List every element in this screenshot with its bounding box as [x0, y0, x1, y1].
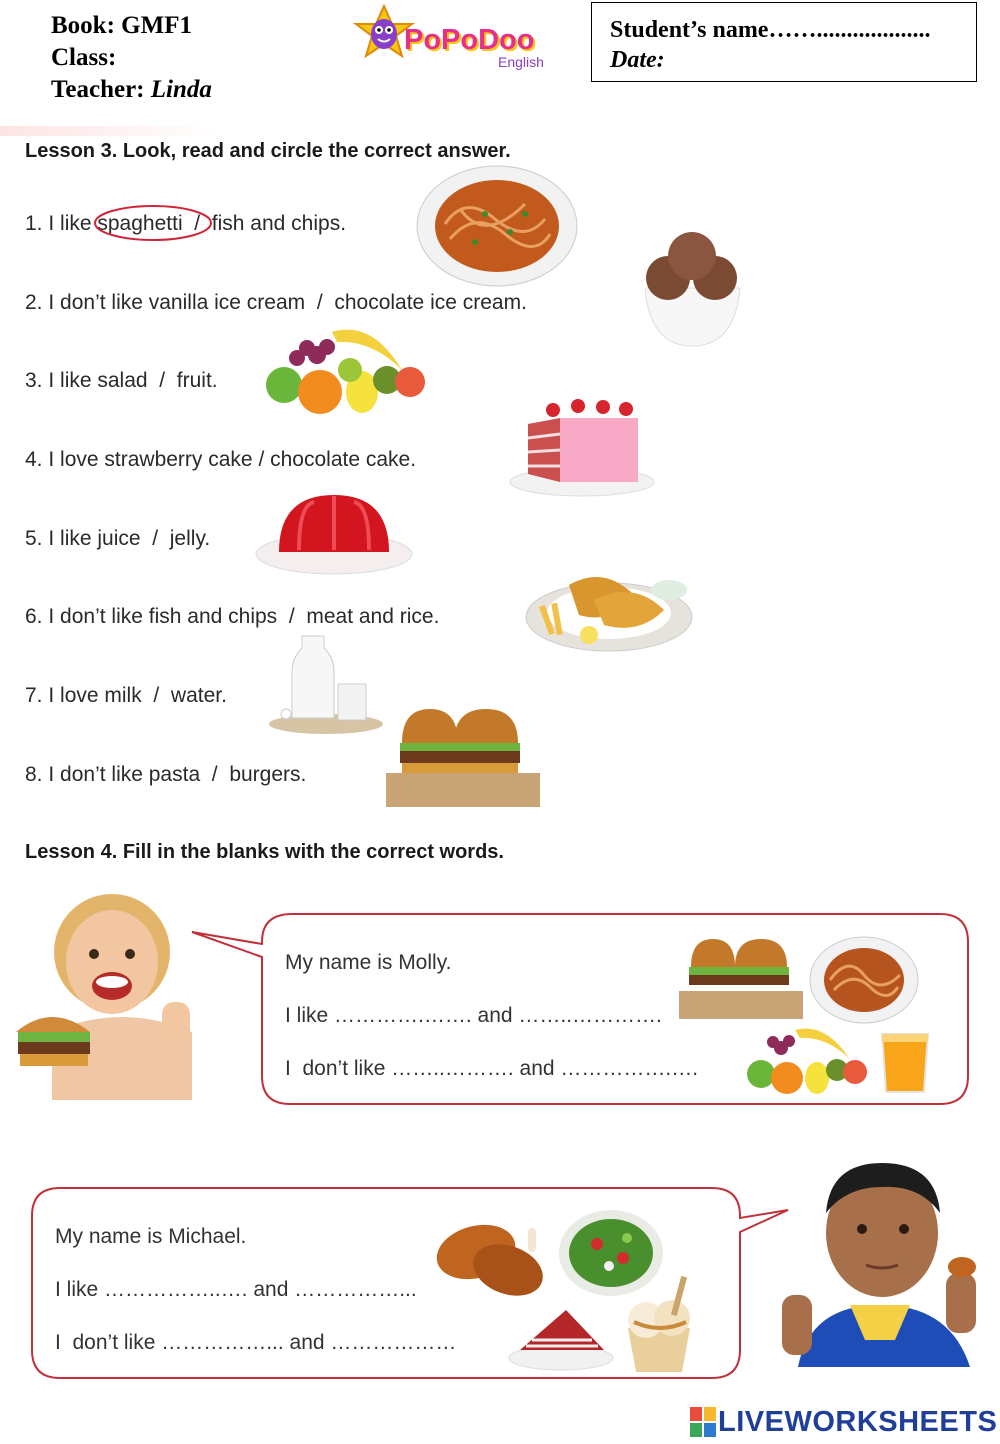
liveworksheets-mark-icon — [690, 1407, 716, 1437]
header-stripe — [0, 126, 220, 136]
teacher-label: Teacher: Linda — [51, 76, 212, 103]
option-b[interactable]: jelly. — [169, 527, 211, 550]
option-b[interactable]: meat and rice. — [306, 605, 440, 628]
michael-picture — [770, 1155, 992, 1367]
option-b[interactable]: burgers. — [229, 763, 307, 786]
book-label: Book: GMF1 — [51, 12, 192, 39]
option-a[interactable]: strawberry cake — [104, 448, 253, 471]
spaghetti-image — [808, 935, 920, 1025]
class-label: Class: — [51, 44, 117, 71]
option-b[interactable]: fruit. — [176, 369, 218, 392]
question-5: 5. I like juice / jelly. — [25, 527, 211, 550]
chicken-image — [428, 1212, 552, 1304]
teacher-name: Linda — [150, 76, 212, 103]
lesson4-title: Lesson 4. Fill in the blanks with the correct words. — [25, 841, 504, 863]
burgers-image — [677, 935, 805, 1021]
option-a[interactable]: salad — [97, 369, 148, 392]
orange-juice-image — [878, 1030, 932, 1096]
option-b[interactable]: chocolate cake. — [270, 448, 417, 471]
option-a[interactable]: milk — [104, 684, 142, 707]
milk-image — [268, 632, 386, 736]
question-3: 3. I like salad / fruit. — [25, 369, 218, 392]
spaghetti-image — [415, 164, 580, 289]
burgers-image — [382, 703, 544, 809]
molly-line-like[interactable]: I like ………….……. and ……..…………. — [285, 1004, 662, 1027]
red-velvet-cake-image — [506, 1300, 616, 1372]
option-a[interactable]: juice — [97, 527, 141, 550]
popodoo-logo — [350, 4, 550, 74]
date-field[interactable]: Date: — [610, 47, 665, 73]
question-6: 6. I don’t like fish and chips / meat and rice. — [25, 605, 440, 628]
student-info-box — [591, 2, 977, 82]
logo-subtitle: English — [498, 54, 544, 70]
fish-and-chips-image — [524, 555, 694, 655]
michael-line-name: My name is Michael. — [55, 1225, 247, 1248]
strawberry-cake-image — [508, 390, 656, 502]
question-4: 4. I love strawberry cake / chocolate cake. — [25, 448, 417, 471]
fruit-image — [745, 1022, 873, 1098]
fruit-image — [262, 320, 434, 416]
michael-line-dislike[interactable]: I don’t like ……………... and ……………… — [55, 1331, 457, 1354]
question-7: 7. I love milk / water. — [25, 684, 227, 707]
michael-line-like[interactable]: I like ……………..…. and ……………... — [55, 1278, 417, 1301]
molly-picture — [12, 882, 202, 1100]
logo-wordmark: PoPoDoo — [404, 24, 535, 56]
question-8: 8. I don’t like pasta / burgers. — [25, 763, 307, 786]
option-a[interactable]: spaghetti — [97, 212, 183, 235]
chocolate-ice-cream-image — [640, 228, 745, 350]
jelly-image — [254, 490, 414, 580]
option-a[interactable]: pasta — [148, 763, 201, 786]
question-2: 2. I don’t like vanilla ice cream / chocolate ice cream. — [25, 291, 527, 314]
answer-circle — [92, 202, 218, 244]
option-b[interactable]: fish and chips. — [211, 212, 347, 235]
molly-line-name: My name is Molly. — [285, 951, 452, 974]
option-b[interactable]: chocolate ice cream. — [334, 291, 527, 314]
molly-line-dislike[interactable]: I don’t like ……..………. and …………….…. — [285, 1057, 699, 1080]
question-1: 1. I like spaghetti / fish and chips. — [25, 212, 347, 235]
liveworksheets-wordmark: LIVEWORKSHEETS — [718, 1405, 998, 1438]
option-a[interactable]: fish and chips — [148, 605, 278, 628]
student-name-field[interactable]: Student’s name……................... — [610, 17, 931, 43]
lesson3-title: Lesson 3. Look, read and circle the correct answer. — [25, 140, 511, 162]
liveworksheets-logo[interactable] — [690, 1405, 997, 1439]
option-b[interactable]: water. — [170, 684, 227, 707]
ice-cream-image — [620, 1272, 698, 1376]
option-a[interactable]: vanilla ice cream — [148, 291, 306, 314]
